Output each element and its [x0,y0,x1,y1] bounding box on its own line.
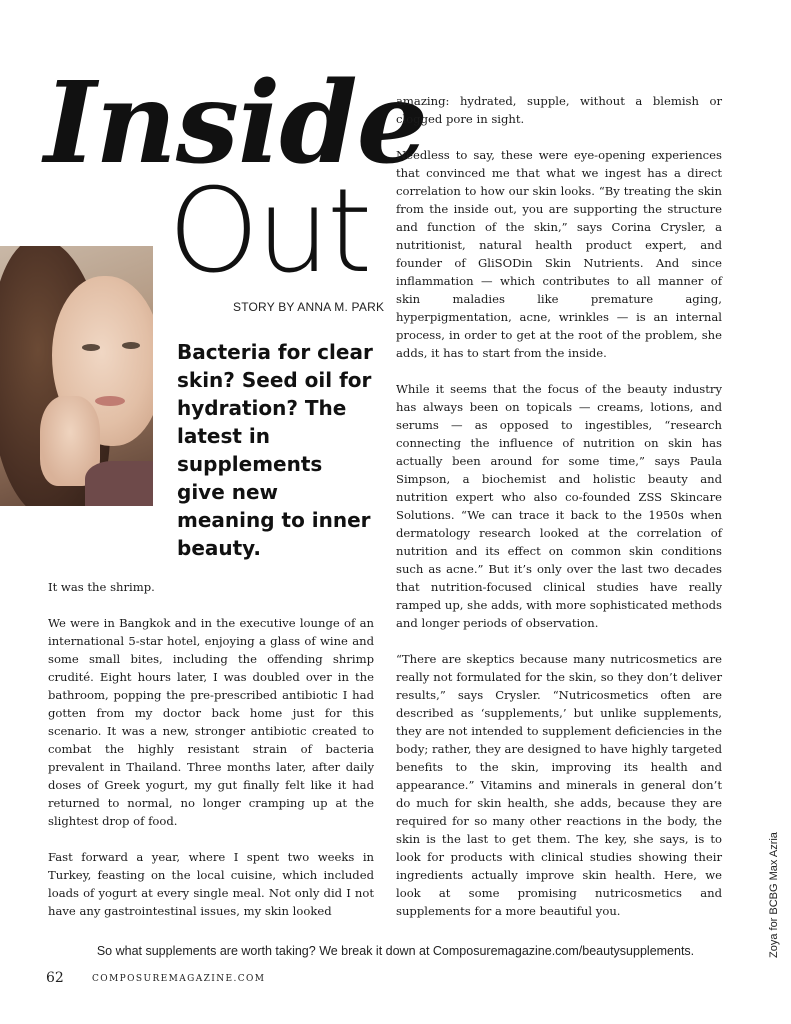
right-column [396,92,722,938]
deck-subtitle: Bacteria for clear skin? Seed oil for hydration? The latest in supplements give new meaning to inner beauty. [177,340,373,560]
photo-credit: Zoya for BCBG Max Azria [768,832,780,958]
paragraph: While it seems that the focus of the beauty industry has always been on topicals — creams, lotions, and serums — as opposed to ingestibles, “research connecting the influence of nutrition on skin has actually been around for some time,” says Paula Simpson, a biochemist and holistic beauty and nutrition expert who also co-founded ZSS Skincare Solutions. “We can trace it back to the 1950s when dermatology research looked at the correlation of nutrition and its effect on common skin conditions such as acne.” But it’s only over the last two decades that nutrition-focused clinical studies have really ramped up, she adds, with more sophisticated methods and longer periods of observation. [396,382,722,630]
paragraph: Needless to say, these were eye-opening experiences that convinced me that what we ingest has a direct correlation to how our skin looks. “By treating the skin from the inside out, you are supporting the structure and function of the skin,” says Corina Crysler, a nutritionist, natural health product expert, and founder of GliSODin Skin Nutrients. And since inflammation — which contributes to all manner of skin maladies like premature aging, hyperpigmentation, acne, wrinkles — is an internal process, in order to get at the root of the problem, she adds, it has to start from the inside. [396,148,722,360]
paragraph: Fast forward a year, where I spent two weeks in Turkey, feasting on the local cuisine, which included loads of yogurt at every single meal. Not only did I not have any gastrointestinal issues, my skin looked [48,850,374,918]
footer-promo: So what supplements are worth taking? We break it down at Composuremagazine.com/beautysupplements. [96,944,695,958]
site-name: COMPOSUREMAGAZINE.COM [92,974,266,984]
photo-sweater [85,461,153,506]
paragraph: It was the shrimp. [48,580,155,594]
model-photo [0,246,153,506]
page-number: 62 [46,970,64,986]
photo-eye-right [122,342,140,349]
paragraph: “There are skeptics because many nutricosmetics are really not formulated for the skin, so they don’t deliver results,” says Crysler. “Nutricosmetics often are described as ‘supplements,’ but unlike supplements, they are not intended to supplement deficiencies in the body; rather, they are designed to have highly targeted benefits to the skin, improving its health and appearance.” Vitamins and minerals in general don’t do much for skin health, she adds, because they are required for so many other reactions in the body, the skin is the last to get them. The key, she says, is to look for products with clinical studies showing their ingredients actually improve skin health. Here, we look at some promising nutricosmetics and supplements for a more beautiful you. [396,652,722,918]
photo-lips [95,396,125,406]
paragraph: We were in Bangkok and in the executive lounge of an international 5-star hotel, enjoying a glass of wine and some small bites, including the offending shrimp crudité. Eight hours later, I was doubled over in the bathroom, popping the pre-prescribed antibiotic I had gotten from my doctor back home just for this scenario. It was a new, stronger antibiotic created to combat the highly resistant strain of bacteria prevalent in Thailand. Three months later, after daily doses of Greek yogurt, my gut finally felt like it had returned to normal, no longer cramping up at the slightest drop of food. [48,616,374,828]
title-inside: Inside [44,58,427,189]
photo-eye-left [82,344,100,351]
title-out: Out [168,164,370,299]
paragraph: amazing: hydrated, supple, without a blemish or clogged pore in sight. [396,94,722,126]
left-column [48,578,374,938]
byline: STORY BY ANNA M. PARK [233,300,385,314]
